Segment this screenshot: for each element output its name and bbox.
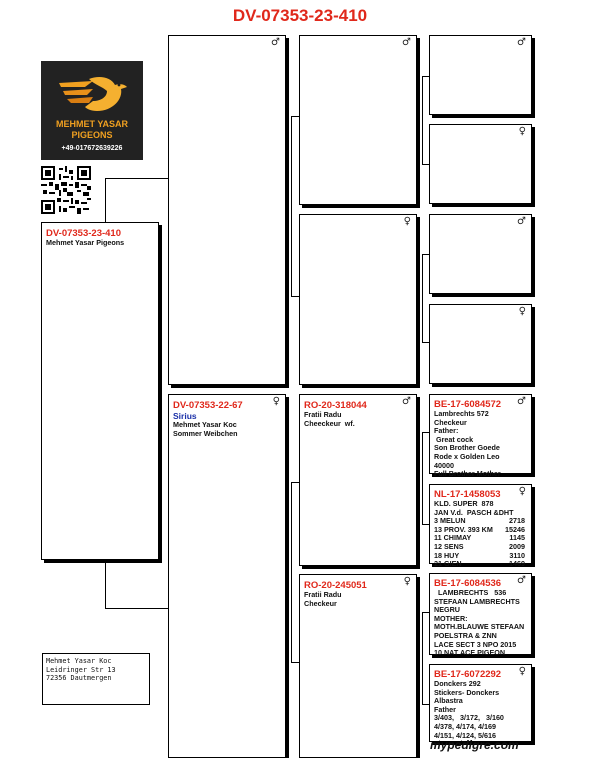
subject-pigeon-card[interactable] <box>41 222 159 560</box>
pigeon-line: 10 NAT ACE PIGEON <box>434 648 506 658</box>
maternal-grandmother-card[interactable] <box>299 574 417 758</box>
pigeon-line: STEFAAN LAMBRECHTS <box>434 596 520 606</box>
male-icon: ♂ <box>271 37 280 48</box>
mf-mother-card[interactable] <box>429 484 532 569</box>
pigeon-ring-number: BE-17-6084536 <box>434 578 502 589</box>
pigeon-line: Father: <box>434 426 459 436</box>
maternal-grandfather-ring: RO-20-318044 <box>304 400 367 411</box>
female-icon: ♀ <box>518 126 526 137</box>
pigeon-ring-number: NL-17-1458053 <box>434 489 501 500</box>
connector-line <box>291 296 299 297</box>
mother-line: Mehmet Yasar Koc <box>173 420 237 429</box>
address-line: Mehmet Yasar Koc <box>46 657 112 665</box>
connector-line <box>291 116 292 296</box>
fm-mother-card[interactable] <box>429 304 532 384</box>
pigeon-line: Rode x Golden Leo <box>434 451 500 461</box>
male-icon: ♂ <box>402 37 411 48</box>
pigeon-line: Father <box>434 704 456 714</box>
pigeon-line: Checkeur <box>304 598 337 608</box>
connector-line <box>105 178 169 179</box>
connector-line <box>105 608 169 609</box>
connector-line <box>422 612 423 704</box>
mother-card[interactable] <box>168 394 286 758</box>
pigeon-line: 4/151, 4/124, 5/616 <box>434 730 496 740</box>
qr-code-icon <box>41 166 91 214</box>
pigeon-line: 40000 <box>434 460 454 470</box>
mother-line: Sommer Weibchen <box>173 428 238 438</box>
pigeon-line: Full Brother Mother <box>434 469 501 479</box>
mm-mother-card[interactable] <box>429 664 532 742</box>
connector-line <box>291 662 299 663</box>
pigeon-line: Fratii Radu <box>304 410 342 419</box>
pigeon-line: Cheeckeur wf. <box>304 418 355 428</box>
subject-owner: Mehmet Yasar Pigeons <box>46 238 125 247</box>
connector-line <box>105 561 106 608</box>
pigeon-line: Albastra <box>434 696 463 706</box>
mm-father-card[interactable] <box>429 573 532 658</box>
race-result: 11 CHIMAY 1145 <box>434 533 525 543</box>
pigeon-line: JAN V.d. PASCH &DHT <box>434 507 514 517</box>
female-icon: ♀ <box>403 216 411 227</box>
pigeon-line: 3/403, 3/172, 3/160 <box>434 713 504 723</box>
fm-father-card[interactable] <box>429 214 532 294</box>
pigeon-line: Checkeur <box>434 417 467 427</box>
footer-brand-link[interactable]: mypedigre.com <box>430 738 519 752</box>
connector-line <box>422 254 423 342</box>
male-icon: ♂ <box>402 396 411 407</box>
pigeon-ring-number: BE-17-6084572 <box>434 399 502 410</box>
logo-line1: MEHMET YASAR <box>55 119 128 129</box>
connector-line <box>291 482 292 662</box>
pigeon-line: MOTHER: <box>434 613 468 623</box>
male-icon: ♂ <box>517 216 526 227</box>
connector-line <box>422 76 423 164</box>
pigeon-line: KLD. SUPER 878 <box>434 499 494 508</box>
paternal-grandmother-card[interactable] <box>299 214 417 385</box>
female-icon: ♀ <box>518 306 526 317</box>
race-result: 3 MELUN 2718 <box>434 516 525 526</box>
connector-line <box>291 116 299 117</box>
breeder-logo <box>41 61 143 160</box>
pigeon-line: Son Brother Goede <box>434 443 500 453</box>
paternal-grandfather-card[interactable] <box>299 35 417 205</box>
logo-line2: PIGEONS <box>71 130 113 140</box>
pigeon-line: 4/378, 4/174, 4/169 <box>434 721 496 731</box>
address-line: Leidringer Str 13 <box>46 665 116 674</box>
pigeon-line: LAMBRECHTS 536 <box>434 588 507 597</box>
pigeon-line: Donckers 292 <box>434 679 481 688</box>
pigeon-line: Great cock <box>434 434 474 444</box>
pigeon-line: POELSTRA & ZNN <box>434 630 497 640</box>
ff-father-card[interactable] <box>429 35 532 115</box>
ff-mother-card[interactable] <box>429 124 532 204</box>
pigeon-line: Stickers- Donckers <box>434 687 500 697</box>
male-icon: ♂ <box>517 396 526 407</box>
mf-father-card[interactable] <box>429 394 532 479</box>
pigeon-logo-icon <box>41 65 143 125</box>
connector-line <box>105 178 106 222</box>
pigeon-line: Fratii Radu <box>304 590 342 599</box>
connector-line <box>422 432 423 524</box>
mother-name: Sirius <box>173 411 197 421</box>
female-icon: ♀ <box>272 396 280 407</box>
male-icon: ♂ <box>517 37 526 48</box>
female-icon: ♀ <box>403 576 411 587</box>
subject-ring-number: DV-07353-23-410 <box>46 228 121 239</box>
pigeon-ring-number: BE-17-6072292 <box>434 669 502 680</box>
pigeon-line: MOTH.BLAUWE STEFAAN <box>434 622 525 632</box>
page-title: DV-07353-23-410 <box>232 6 368 25</box>
pigeon-line: Lambrechts 572 <box>434 409 489 418</box>
male-icon: ♂ <box>517 575 526 586</box>
maternal-grandmother-ring: RO-20-245051 <box>304 580 367 591</box>
race-result: 18 HUY 3110 <box>434 550 525 560</box>
address-line: 72356 Dautmergen <box>46 674 112 683</box>
breeder-address <box>42 653 150 705</box>
female-icon: ♀ <box>518 666 526 677</box>
father-card[interactable] <box>168 35 286 385</box>
race-result: 13 PROV. 393 KM 15246 <box>434 524 525 534</box>
pigeon-line: LACE SECT 3 NPO 2015 <box>434 639 517 649</box>
female-icon: ♀ <box>518 486 526 497</box>
maternal-grandfather-card[interactable] <box>299 394 417 566</box>
connector-line <box>291 482 299 483</box>
race-result: 12 SENS 2009 <box>434 541 525 551</box>
pigeon-line: NEGRU <box>434 605 460 615</box>
race-result: 21 GIEN 1469 <box>434 559 525 569</box>
mother-ring-number: DV-07353-22-67 <box>173 400 243 411</box>
logo-phone: +49-017672639226 <box>61 145 123 152</box>
